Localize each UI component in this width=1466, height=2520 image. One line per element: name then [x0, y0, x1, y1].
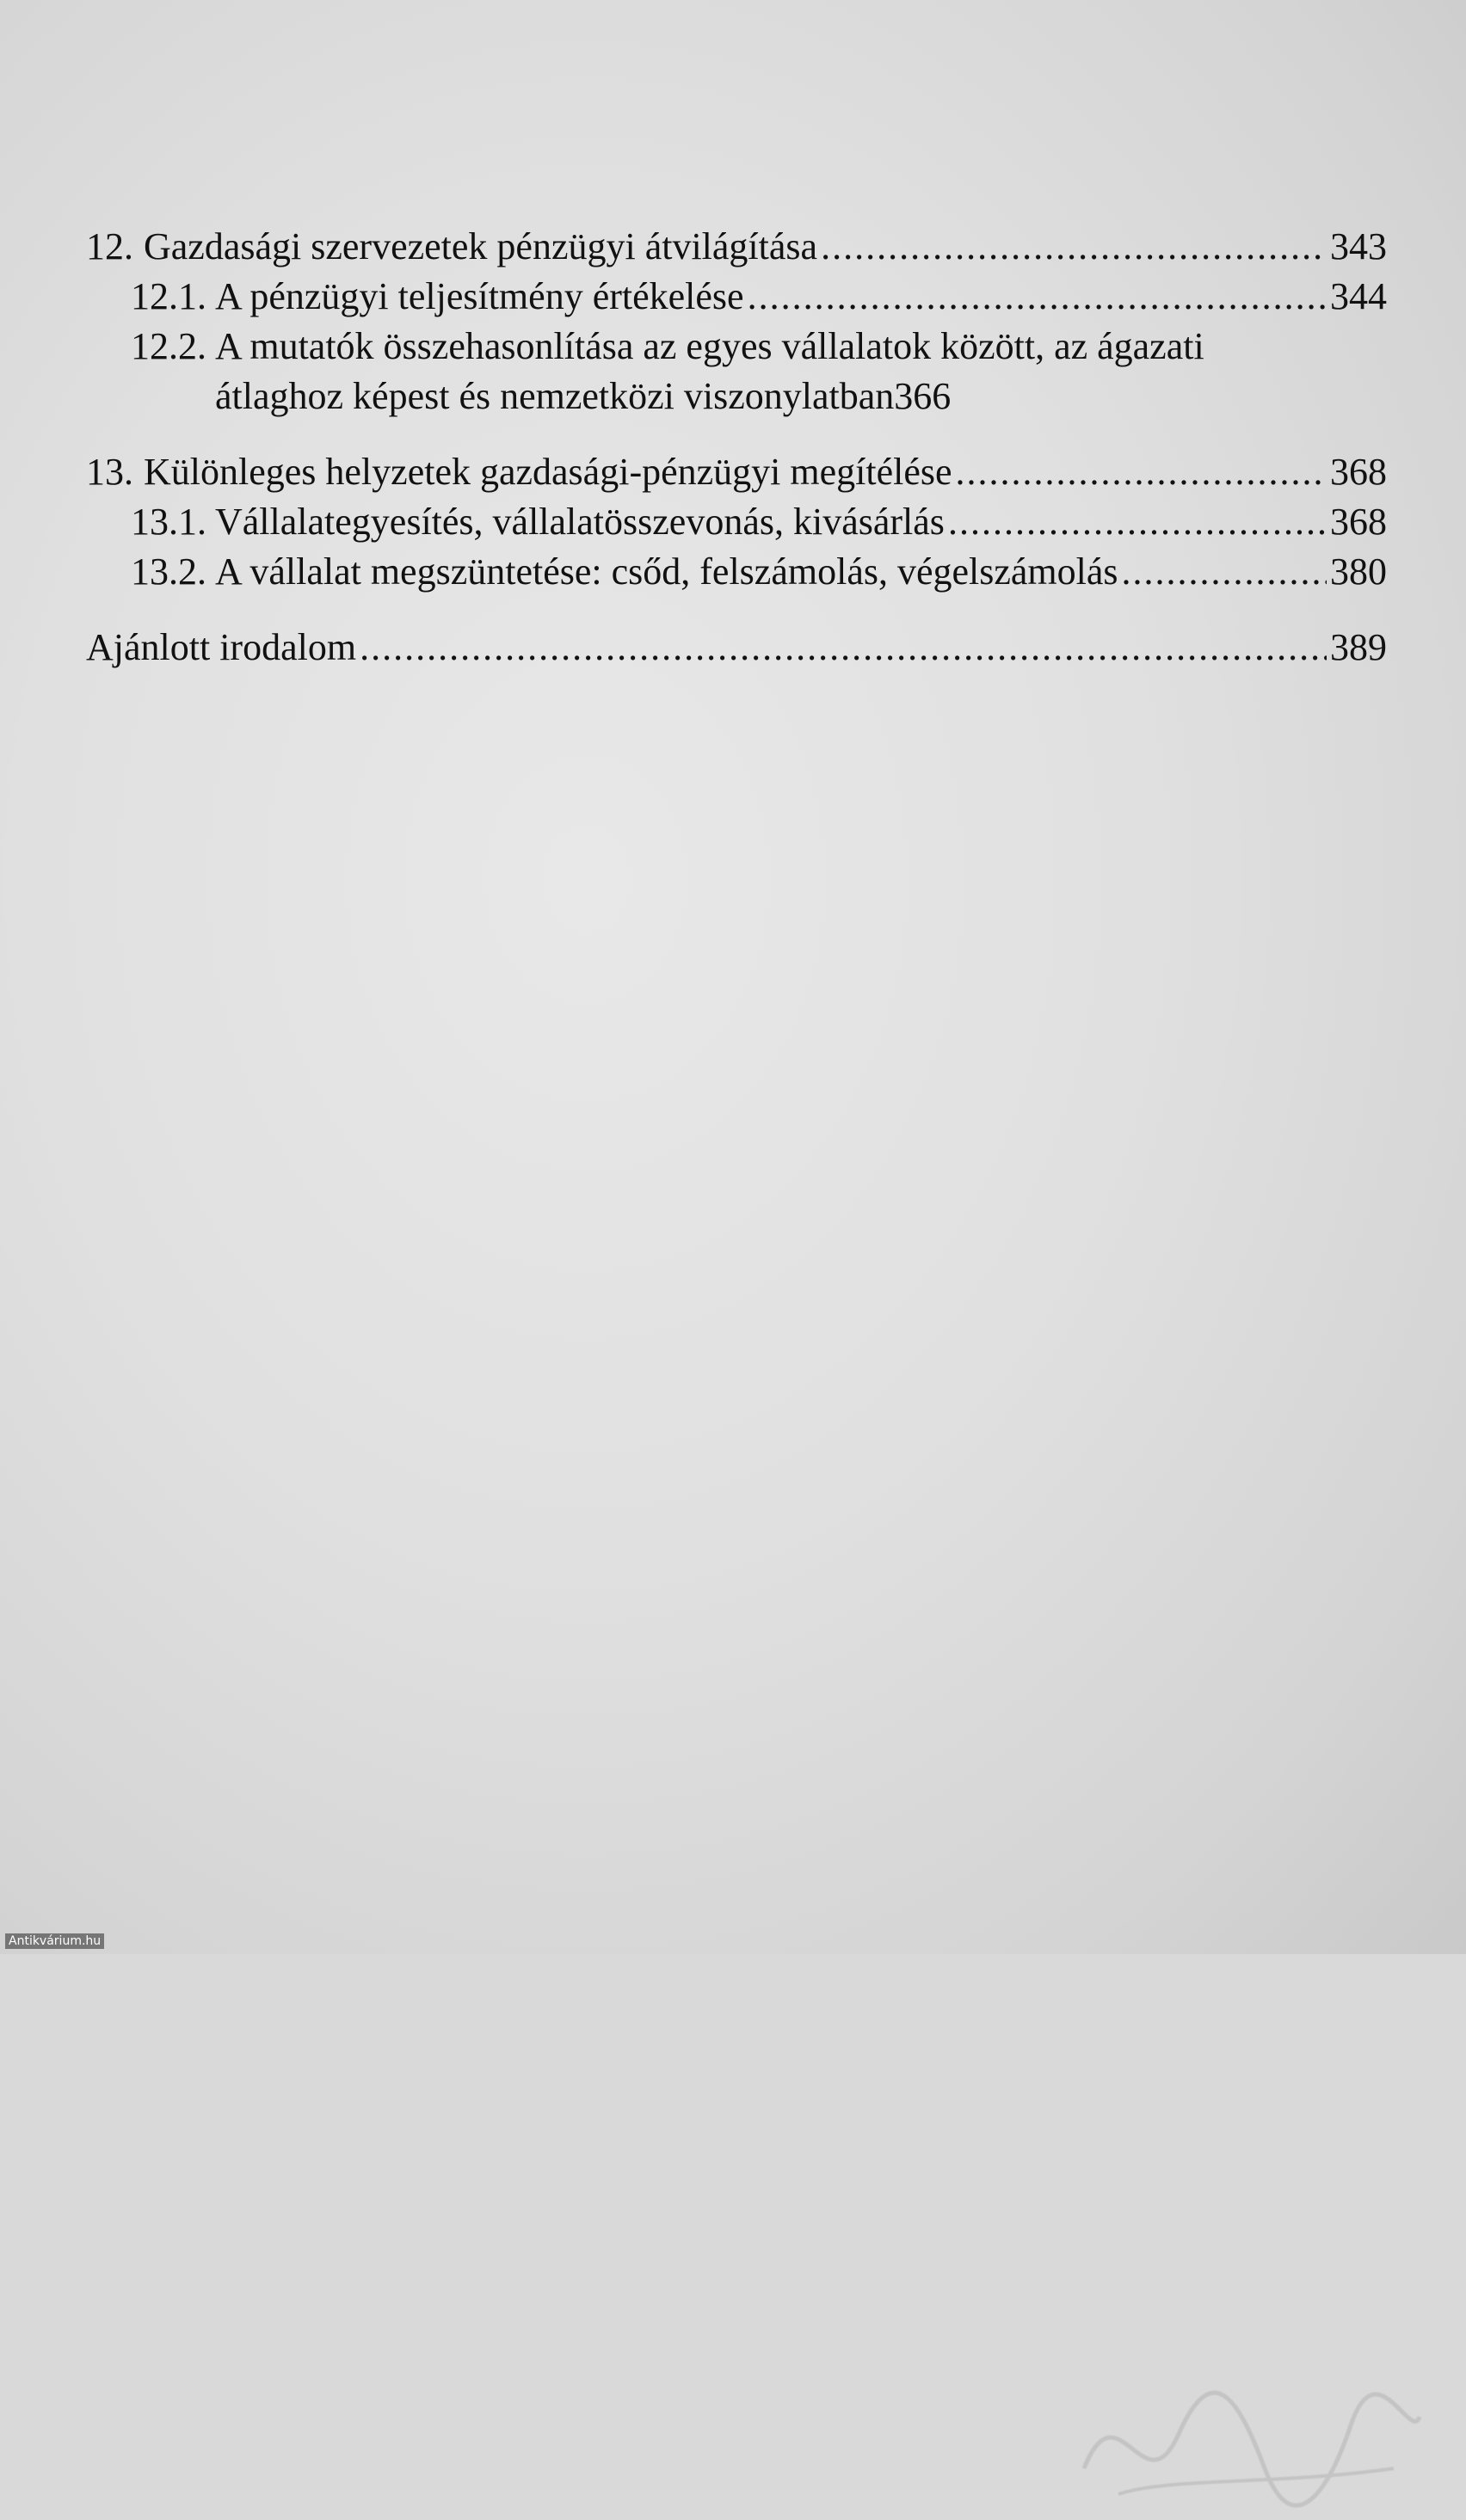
- toc-number: 12.2.: [131, 325, 206, 367]
- watermark-label: Antikvárium.hu: [5, 1933, 104, 1949]
- toc-page-number: 368: [1330, 451, 1387, 493]
- dot-leader: [748, 272, 1327, 322]
- toc-section-12-2: [86, 322, 1387, 421]
- toc-title: A vállalat megszüntetése: csőd, felszámolás, végelszámolás: [215, 550, 1118, 593]
- toc-page-number: 344: [1330, 275, 1387, 317]
- dot-leader: [948, 497, 1327, 547]
- toc-page-number: 368: [1330, 501, 1387, 543]
- toc-number: 13.2.: [131, 550, 206, 593]
- toc-section-12-1: [86, 272, 1387, 322]
- toc-title: Ajánlott irodalom: [86, 626, 357, 668]
- toc-title: A pénzügyi teljesítmény értékelése: [215, 275, 744, 317]
- toc-section-13-2: [86, 547, 1387, 597]
- toc-title-line2: átlaghoz képest és nemzetközi viszonylatban: [215, 375, 895, 417]
- toc-title-line1: A mutatók összehasonlítása az egyes vállalatok között, az ágazati: [215, 325, 1204, 367]
- dot-leader: [1122, 547, 1327, 597]
- toc-page-number: 343: [1330, 225, 1387, 267]
- toc-title: Különleges helyzetek gazdasági-pénzügyi megítélése: [144, 451, 952, 493]
- toc-chapter-12: [86, 222, 1387, 272]
- toc-page-number: 389: [1330, 626, 1387, 668]
- toc-number: 13.1.: [131, 501, 206, 543]
- table-of-contents: [86, 222, 1387, 673]
- signature-scribble: [1067, 2365, 1428, 2520]
- toc-title: Vállalategyesítés, vállalatösszevonás, kivásárlás: [215, 501, 945, 543]
- toc-number: 13.: [86, 451, 133, 493]
- dot-leader: [360, 623, 1327, 673]
- toc-recommended-reading: [86, 623, 1387, 673]
- dot-leader: [956, 447, 1327, 497]
- toc-page-number: 380: [1330, 550, 1387, 593]
- toc-section-13-1: [86, 497, 1387, 547]
- toc-number: 12.1.: [131, 275, 206, 317]
- toc-title: Gazdasági szervezetek pénzügyi átvilágítása: [144, 225, 818, 267]
- toc-page-number: 366: [894, 375, 952, 417]
- toc-chapter-13: [86, 447, 1387, 497]
- dot-leader: [821, 222, 1327, 272]
- toc-number: 12.: [86, 225, 133, 267]
